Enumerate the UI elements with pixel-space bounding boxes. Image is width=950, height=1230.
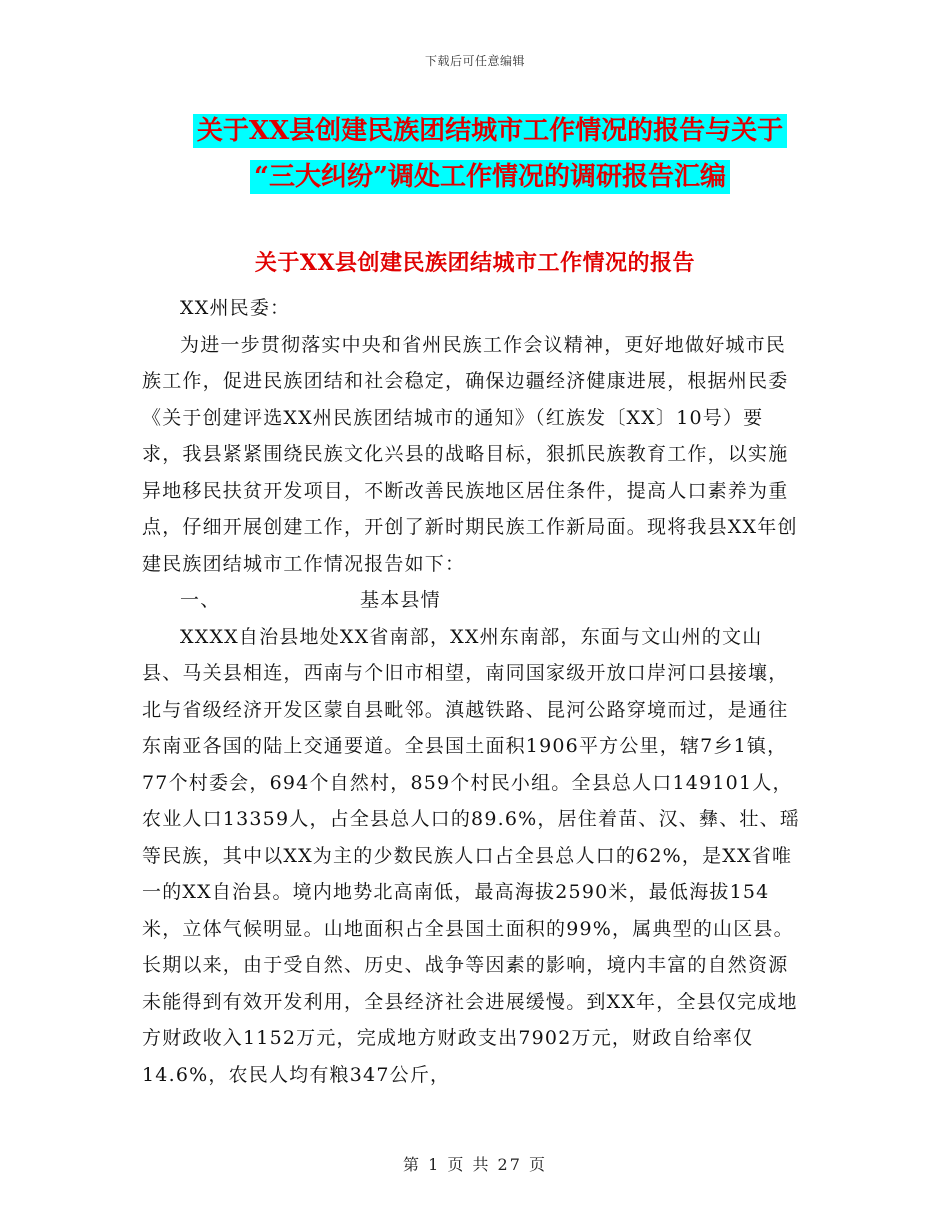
header-note: 下载后可任意编辑 xyxy=(424,54,525,68)
body-text xyxy=(142,290,802,1093)
main-title-line1: 关于XX县创建民族团结城市工作情况的报告与关于 xyxy=(193,114,787,148)
page-footer: 第 1 页 共 27 页 xyxy=(403,1155,547,1174)
paragraph-2: XXXX自治县地处XX省南部，XX州东南部，东面与文山州的文山县、马关县相连，西南与个旧市相望，南同国家级开放口岸河口县接壤，北与省级经济开发区蒙自县毗邻。滇越铁路、昆河公路穿境而过，是通往东南亚各国的陆上交通要道。全县国土面积1906平方公里，辖7乡1镇，77个村委会，694个自然村，859个村民小组。全县总人口149101人，农业人口13359人，占全县总人口的89.6%，居住着苗、汉、彝、壮、瑶等民族，其中以XX为主的少数民族人口占全县总人口的62%，是XX省唯一的XX自治县。境内地势北高南低，最高海拔2590米，最低海拔154米，立体气候明显。山地面积占全县国土面积的99%，属典型的山区县。长期以来，由于受自然、历史、战争等因素的影响，境内丰富的自然资源未能得到有效开发利用，全县经济社会进展缓慢。到XX年，全县仅完成地方财政收入1152万元，完成地方财政支出7902万元，财政自给率仅14.6%，农民人均有粮347公斤， xyxy=(142,625,801,1086)
main-title xyxy=(140,108,840,200)
heading-number: 一、 xyxy=(180,589,221,611)
heading-basic-info xyxy=(142,582,802,619)
paragraph-1: 为进一步贯彻落实中央和省州民族工作会议精神，更好地做好城市民族工作，促进民族团结和社会稳定，确保边疆经济健康进展，根据州民委《关于创建评选XX州民族团结城市的通知》（红族发〔XX〕10号）要求，我县紧紧围绕民族文化兴县的战略目标，狠抓民族教育工作，以实施异地移民扶贫开发项目，不断改善民族地区居住条件，提高人口素养为重点，仔细开展创建工作，开创了新时期民族工作新局面。现将我县XX年创建民族团结城市工作情况报告如下： xyxy=(142,333,798,575)
salutation: XX州民委： xyxy=(180,297,291,319)
heading-text: 基本县情 xyxy=(360,589,441,611)
main-title-line2: “三大纠纷”调处工作情况的调研报告汇编 xyxy=(250,160,730,194)
section-title: 关于XX县创建民族团结城市工作情况的报告 xyxy=(254,250,696,276)
